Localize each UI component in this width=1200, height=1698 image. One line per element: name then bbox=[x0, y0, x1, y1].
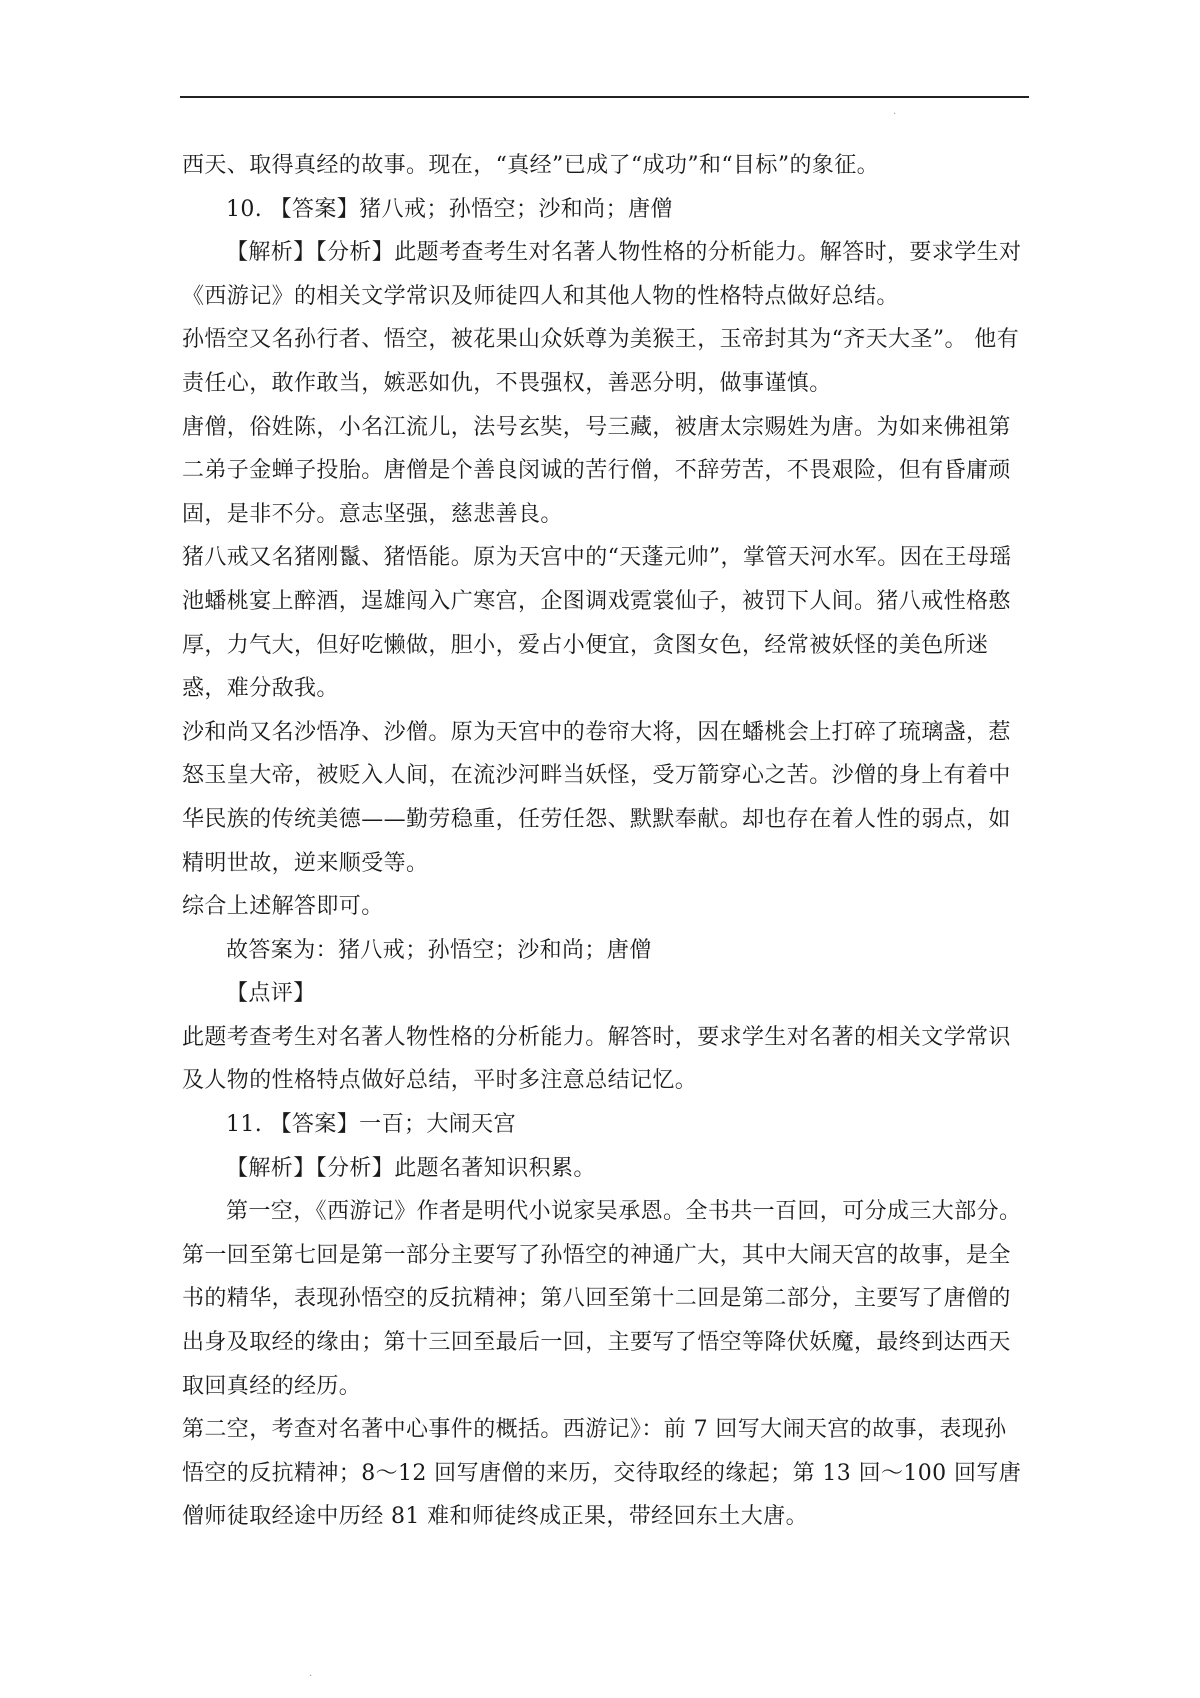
paragraph-first-blank: 第一空，《西游记》作者是明代小说家吴承恩。全书共一百回，可分成三大部分。第一回至第七回是第一部分主要写了孙悟空的神通广大，其中大闹天宫的故事，是全书的精华，表现孙悟空的反抗精神；第八回至第十二回是第二部分，主要写了唐僧的出身及取经的缘由；第十三回至最后一回，主要写了悟空等降伏妖魔，最终到达西天取回真经的经历。 bbox=[182, 1199, 1022, 1399]
paragraph-second-blank: 第二空，考查对名著中心事件的概括。西游记》：前 7 回写大闹天宫的故事，表现孙悟空的反抗精神；8～12 回写唐僧的来历，交待取经的缘起；第 13 回～100 回写唐僧师徒取经途中历经 81 难和师徒终成正果，带经回东土大唐。 bbox=[182, 1417, 1022, 1530]
paragraph-zhu-bajie: 猪八戒又名猪刚鬣、猪悟能。原为天宫中的“天蓬元帅”，掌管天河水军。因在王母瑶池蟠桃宴上醉酒，逞雄闯入广寒宫，企图调戏霓裳仙子，被罚下人间。猪八戒性格憨厚，力气大，但好吃懒做，胆小，爱占小便宜，贪图女色，经常被妖怪的美色所迷惑，难分敌我。 bbox=[182, 545, 1012, 702]
paragraph-summary: 综合上述解答即可。 bbox=[182, 894, 384, 920]
comment-text: 此题考查考生对名著人物性格的分析能力。解答时，要求学生对名著的相关文学常识及人物的性格特点做好总结，平时多注意总结记忆。 bbox=[182, 1024, 1011, 1094]
paragraph-continuation: 西天、取得真经的故事。现在，“真经”已成了“成功”和“目标”的象征。 bbox=[182, 153, 880, 178]
comment-heading: 【点评】 bbox=[226, 981, 316, 1007]
final-answer-10: 故答案为：猪八戒；孙悟空；沙和尚；唐僧 bbox=[226, 937, 652, 963]
footer-dot-mark: · bbox=[309, 1671, 313, 1682]
analysis-10: 【解析】【分析】此题考查考生对名著人物性格的分析能力。解答时，要求学生对《西游记》的相关文学常识及师徒四人和其他人物的性格特点做好总结。 bbox=[182, 240, 1022, 309]
header-dot-mark: · bbox=[893, 109, 897, 120]
answer-11: 11. 【答案】一百；大闹天宫 bbox=[226, 1112, 516, 1138]
paragraph-sun-wukong: 孙悟空又名孙行者、悟空，被花果山众妖尊为美猴王，玉帝封其为“齐天大圣”。 他有责任心，敢作敢当，嫉恶如仇，不畏强权，善恶分明，做事谨慎。 bbox=[182, 327, 1020, 396]
paragraph-sha-heshang: 沙和尚又名沙悟净、沙僧。原为天宫中的卷帘大将，因在蟠桃会上打碎了琉璃盏，惹怒玉皇大帝，被贬入人间，在流沙河畔当妖怪，受万箭穿心之苦。沙僧的身上有着中华民族的传统美德——勤劳稳重，任劳任怨、默默奉献。却也存在着人性的弱点，如精明世故，逆来顺受等。 bbox=[182, 719, 1011, 876]
document-body bbox=[182, 144, 1028, 1539]
paragraph-tang-seng: 唐僧，俗姓陈，小名江流儿，法号玄奘，号三藏，被唐太宗赐姓为唐。为如来佛祖第二弟子金蝉子投胎。唐僧是个善良闵诚的苦行僧，不辞劳苦，不畏艰险，但有昏庸顽固，是非不分。意志坚强，慈悲善良。 bbox=[182, 414, 1011, 527]
header-rule bbox=[180, 96, 1029, 98]
answer-10: 10. 【答案】猪八戒；孙悟空；沙和尚；唐僧 bbox=[226, 196, 673, 222]
analysis-11: 【解析】【分析】此题名著知识积累。 bbox=[226, 1155, 596, 1181]
